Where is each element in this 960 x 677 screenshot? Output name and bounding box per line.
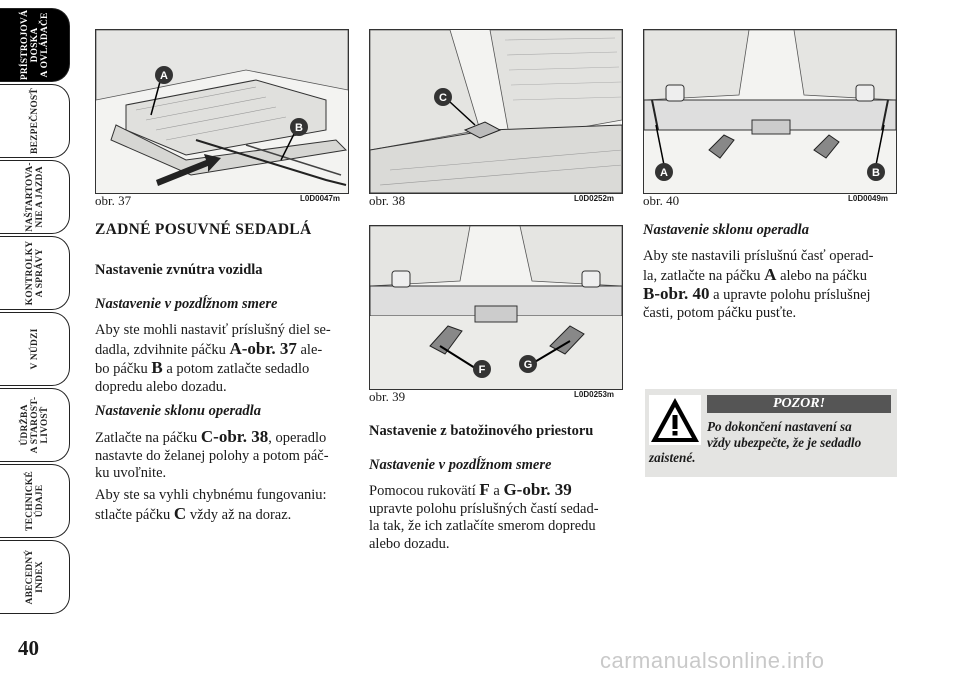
- warning-text: Po dokončení nastavení sa vždy ubezpečte, že je sedadlo zaistené.: [649, 419, 862, 465]
- tab-abecedny-index[interactable]: ABECEDNÝ INDEX: [0, 540, 70, 614]
- figure-caption: obr. 37: [95, 193, 132, 208]
- subheading: Nastavenie v pozdĺžnom smere: [95, 296, 278, 312]
- figure-38: [369, 29, 623, 194]
- figure-caption: obr. 39: [369, 389, 406, 404]
- seat-slide-illustration: [96, 30, 348, 193]
- svg-text:G: G: [523, 359, 533, 371]
- figure-39: [369, 225, 623, 390]
- section-title: ZADNÉ POSUVNÉ SEDADLÁ: [95, 221, 312, 238]
- svg-text:C: C: [439, 92, 447, 104]
- subheading: Nastavenie sklonu operadla: [643, 222, 809, 238]
- seatback-levers-illustration: [644, 30, 896, 193]
- tab-nastartovanie[interactable]: NAŠTARTOVA- NIE A JAZDA: [0, 160, 70, 234]
- svg-text:F: F: [478, 364, 486, 376]
- svg-text:A: A: [160, 70, 168, 82]
- warning-box: [645, 389, 897, 477]
- seatback-lever-illustration: [370, 30, 622, 193]
- tab-technicke-udaje[interactable]: TECHNICKÉ ÚDAJE: [0, 464, 70, 538]
- page-number: 40: [18, 636, 39, 660]
- subheading: Nastavenie z batožinového priestoru: [369, 423, 594, 439]
- paragraph: Aby ste mohli nastaviť príslušný diel se- dadla, zdvihnite páčku A-obr. 37 ale- bo páčku B a potom zatlačte sedadlo dopredu alebo dozadu.: [95, 322, 331, 395]
- figure-40: [643, 29, 897, 194]
- tab-bezpecnost[interactable]: BEZPEČNOSŤ: [0, 84, 70, 158]
- paragraph: Aby ste nastavili príslušnú časť operad- la, zatlačte na páčku A alebo na páčku B-obr. 40 a upravte polohu príslušnej časti, potom páčku pusťte.: [643, 248, 874, 321]
- watermark: carmanualsonline.info: [600, 648, 825, 673]
- figure-code: L0D0252m: [574, 194, 615, 203]
- paragraph: Zatlačte na páčku C-obr. 38, operadlo nastavte do želanej polohy a potom páč- ku uvoľnite.: [95, 427, 329, 481]
- paragraph: Aby ste sa vyhli chybnému fungovaniu: stlačte páčku C vždy až na doraz.: [95, 487, 327, 523]
- svg-text:B: B: [295, 122, 303, 134]
- svg-text:B: B: [872, 167, 880, 179]
- figure-code: L0D0047m: [300, 194, 341, 203]
- tab-udrzba[interactable]: ÚDRŽBA A STAROST- LIVOSŤ: [0, 388, 70, 462]
- figure-37: [95, 29, 349, 194]
- subheading: Nastavenie v pozdĺžnom smere: [369, 457, 552, 473]
- figure-code: L0D0049m: [848, 194, 889, 203]
- svg-text:A: A: [660, 167, 668, 179]
- subheading: Nastavenie sklonu operadla: [95, 403, 261, 419]
- figure-code: L0D0253m: [574, 390, 615, 399]
- tab-kontrolky[interactable]: KONTROLKY A SPRÁVY: [0, 236, 70, 310]
- warning-header: POZOR!: [707, 395, 891, 413]
- figure-caption: obr. 40: [643, 193, 680, 208]
- tab-pristrojova-doska[interactable]: PRÍSTROJOVÁ DOSKA A OVLÁDAČE: [0, 8, 70, 82]
- tab-v-nudzi[interactable]: V NÚDZI: [0, 312, 70, 386]
- figure-caption: obr. 38: [369, 193, 406, 208]
- trunk-handles-illustration: [370, 226, 622, 389]
- subheading: Nastavenie zvnútra vozidla: [95, 262, 263, 278]
- paragraph: Pomocou rukovätí F a G-obr. 39 upravte polohu príslušných častí sedad- la tak, že ich zatlačíte smerom dopredu alebo dozadu.: [369, 480, 599, 552]
